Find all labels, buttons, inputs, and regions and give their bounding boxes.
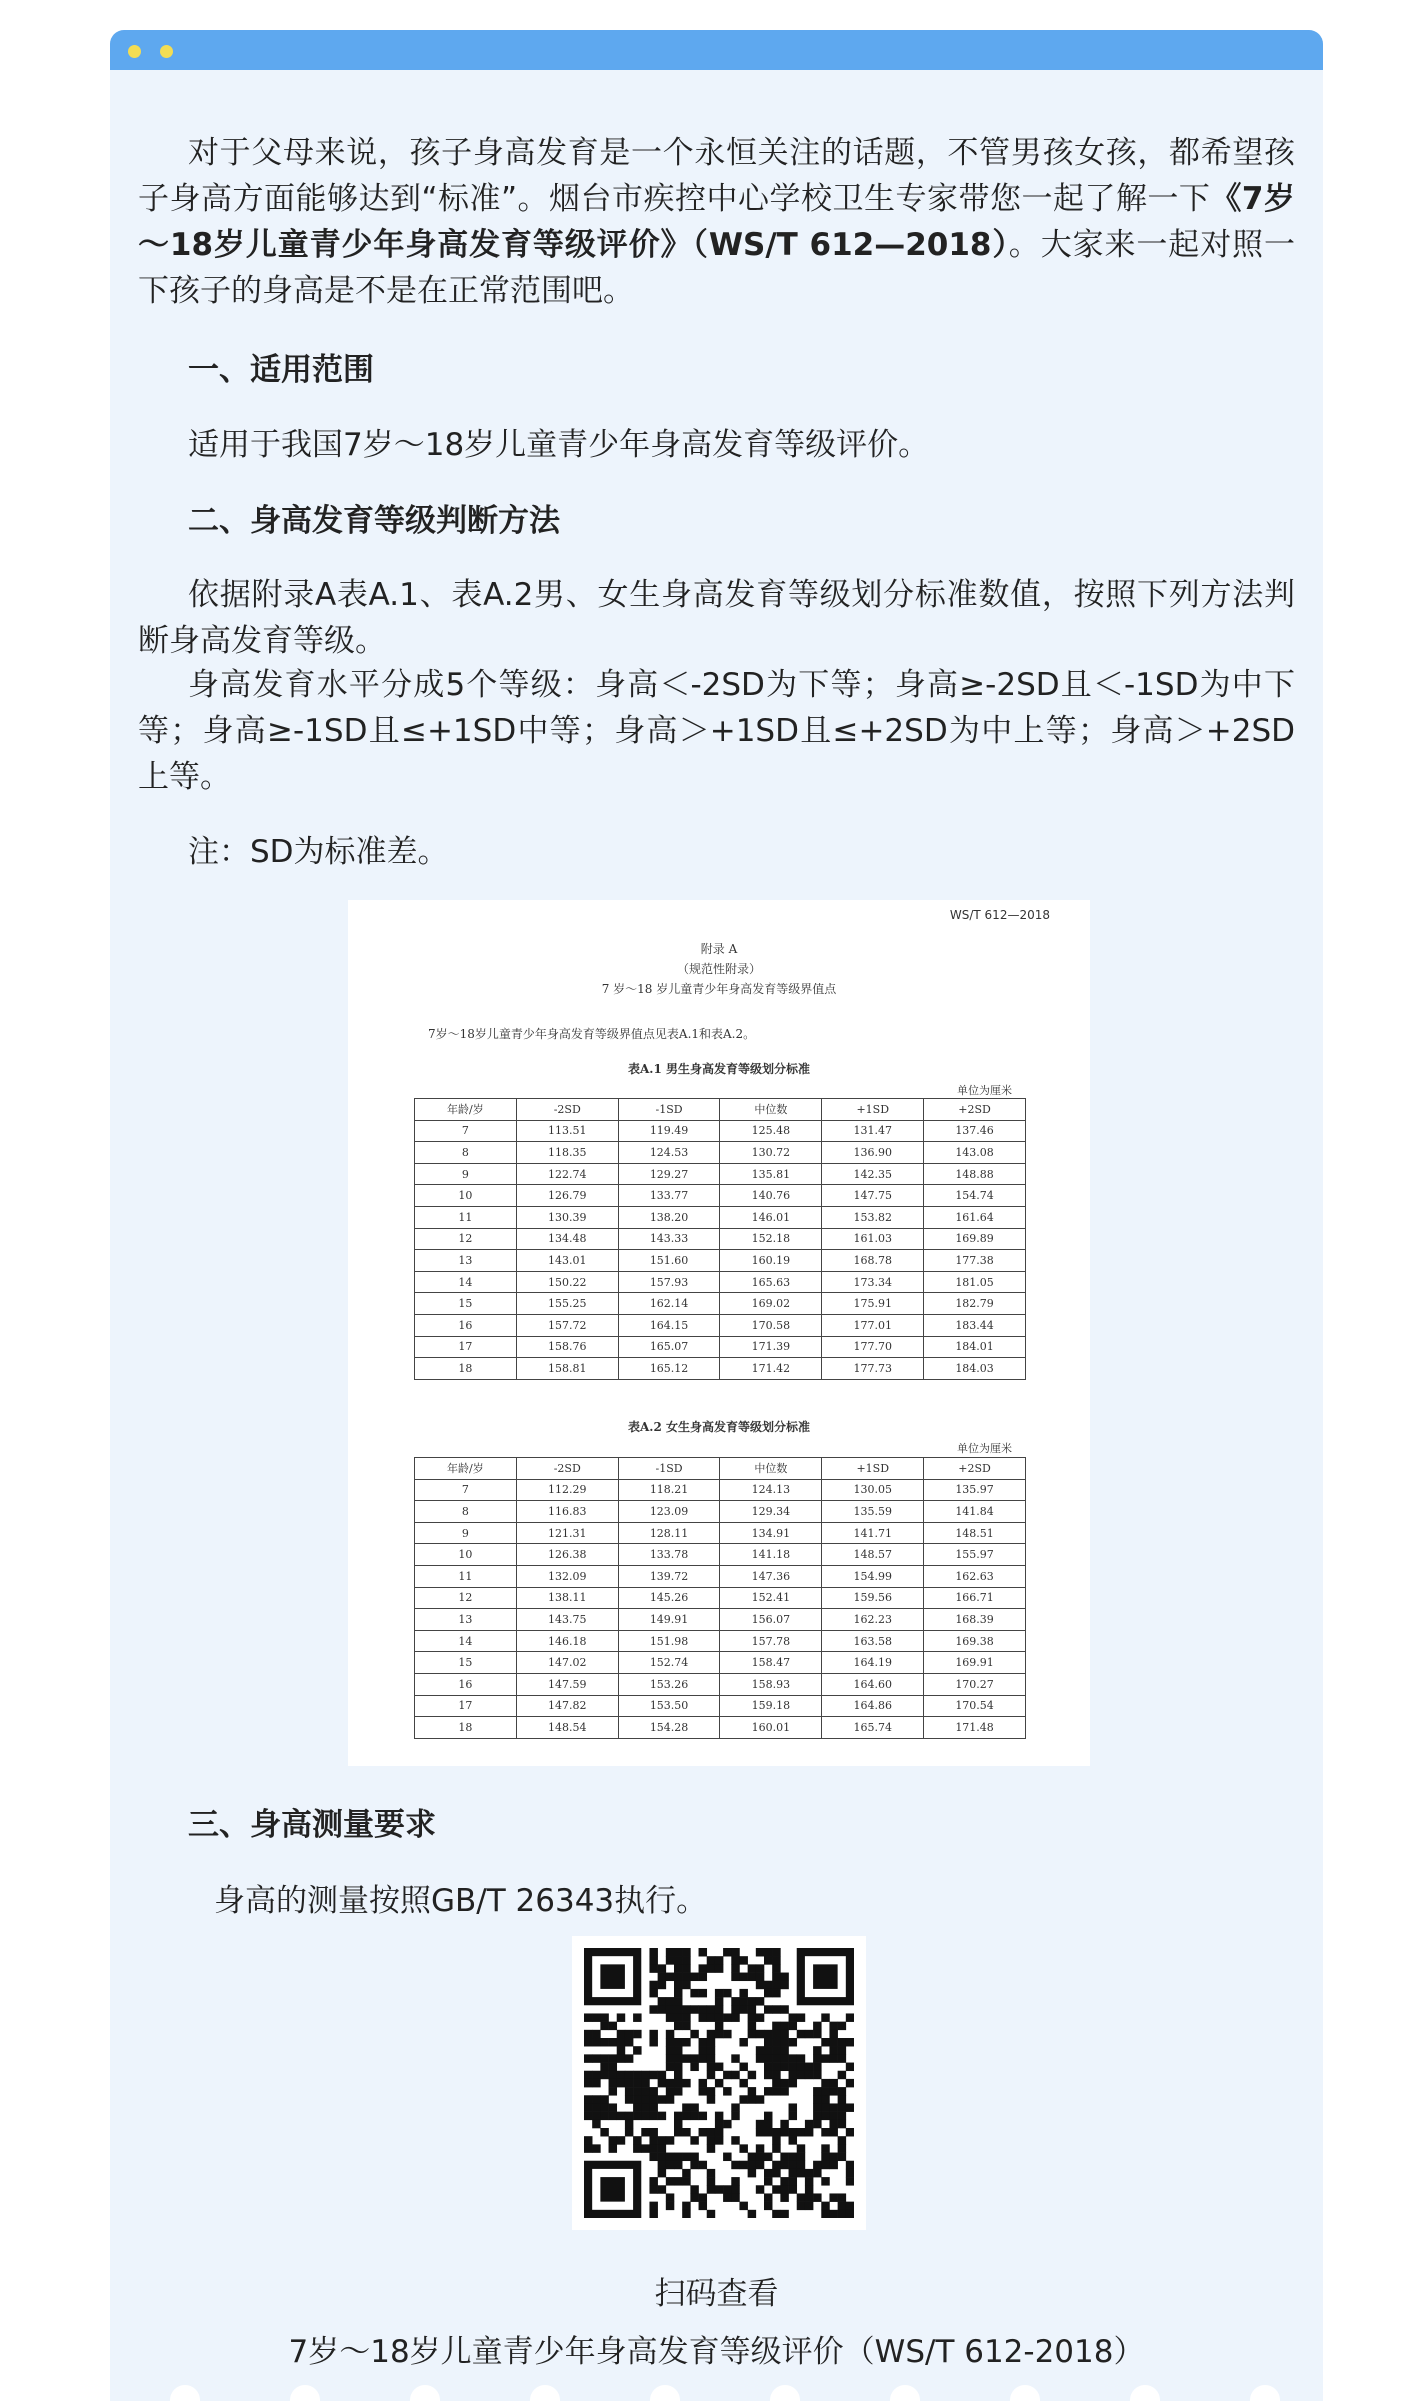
table-cell: 16 xyxy=(415,1314,517,1336)
table-cell: 177.70 xyxy=(822,1336,924,1358)
table-cell: 184.01 xyxy=(924,1336,1026,1358)
table-cell: 10 xyxy=(415,1544,517,1566)
table-cell: 112.29 xyxy=(516,1479,618,1501)
table-cell: 8 xyxy=(415,1142,517,1164)
table-cell: 18 xyxy=(415,1358,517,1380)
table-cell: 18 xyxy=(415,1717,517,1739)
table-cell: 184.03 xyxy=(924,1358,1026,1380)
table-cell: 171.42 xyxy=(720,1358,822,1380)
table-cell: 129.34 xyxy=(720,1501,822,1523)
table-cell: 164.15 xyxy=(618,1314,720,1336)
table-cell: 11 xyxy=(415,1206,517,1228)
table-cell: 10 xyxy=(415,1185,517,1207)
table-cell: 151.60 xyxy=(618,1250,720,1272)
table-cell: 125.48 xyxy=(720,1120,822,1142)
table-cell: 156.07 xyxy=(720,1609,822,1631)
table-cell: 130.72 xyxy=(720,1142,822,1164)
table-cell: 11 xyxy=(415,1565,517,1587)
table-cell: 134.91 xyxy=(720,1522,822,1544)
table-cell: 118.21 xyxy=(618,1479,720,1501)
table-cell: 141.84 xyxy=(924,1501,1026,1523)
table-header-row xyxy=(415,1458,1026,1480)
table-cell: 157.78 xyxy=(720,1630,822,1652)
table-cell: 169.02 xyxy=(720,1293,822,1315)
table-row xyxy=(415,1717,1026,1739)
figure-intro: 7岁～18岁儿童青少年身高发育等级界值点见表A.1和表A.2。 xyxy=(428,1027,756,1041)
method-text: 依据附录A表A.1、表A.2男、女生身高发育等级划分标准数值，按照下列方法判断身高发育等级。 xyxy=(138,577,1295,659)
table-cell: 149.91 xyxy=(618,1609,720,1631)
table-cell: 126.79 xyxy=(516,1185,618,1207)
table-cell: 135.97 xyxy=(924,1479,1026,1501)
table-cell: 177.38 xyxy=(924,1250,1026,1272)
table-cell: 183.44 xyxy=(924,1314,1026,1336)
table2-unit: 单位为厘米 xyxy=(957,1442,1012,1455)
table-cell: 152.18 xyxy=(720,1228,822,1250)
table-cell: 163.58 xyxy=(822,1630,924,1652)
table-cell: 130.05 xyxy=(822,1479,924,1501)
qr-code-icon xyxy=(584,1948,854,2218)
table-cell: 147.75 xyxy=(822,1185,924,1207)
table-row xyxy=(415,1652,1026,1674)
column-header: +2SD xyxy=(924,1458,1026,1480)
table-cell: 164.60 xyxy=(822,1673,924,1695)
table-row xyxy=(415,1250,1026,1272)
table-cell: 164.86 xyxy=(822,1695,924,1717)
table-cell: 170.58 xyxy=(720,1314,822,1336)
standard-title-bold: 《7岁～18岁儿童青少年身高发育等级评价》（WS/T 612—2018） xyxy=(138,181,1295,263)
table-cell: 169.91 xyxy=(924,1652,1026,1674)
table-cell: 153.50 xyxy=(618,1695,720,1717)
table-cell: 138.11 xyxy=(516,1587,618,1609)
table-row xyxy=(415,1185,1026,1207)
column-header: 中位数 xyxy=(720,1099,822,1121)
table-cell: 171.48 xyxy=(924,1717,1026,1739)
table-cell: 123.09 xyxy=(618,1501,720,1523)
scan-label: 扫码查看 xyxy=(654,2276,779,2312)
column-header: -1SD xyxy=(618,1099,720,1121)
table-row xyxy=(415,1293,1026,1315)
table-row xyxy=(415,1609,1026,1631)
decor-dot xyxy=(170,2385,200,2401)
table-cell: 15 xyxy=(415,1652,517,1674)
table-cell: 148.57 xyxy=(822,1544,924,1566)
table-cell: 151.98 xyxy=(618,1630,720,1652)
table-cell: 14 xyxy=(415,1630,517,1652)
table-cell: 139.72 xyxy=(618,1565,720,1587)
table-cell: 158.47 xyxy=(720,1652,822,1674)
table-cell: 143.33 xyxy=(618,1228,720,1250)
table-cell: 15 xyxy=(415,1293,517,1315)
table-cell: 116.83 xyxy=(516,1501,618,1523)
table-cell: 132.09 xyxy=(516,1565,618,1587)
table-cell: 161.64 xyxy=(924,1206,1026,1228)
girls-height-table xyxy=(414,1457,1026,1739)
decor-dot xyxy=(530,2385,560,2401)
table-cell: 171.39 xyxy=(720,1336,822,1358)
table-cell: 158.76 xyxy=(516,1336,618,1358)
table-cell: 143.08 xyxy=(924,1142,1026,1164)
table-cell: 124.53 xyxy=(618,1142,720,1164)
table-cell: 7 xyxy=(415,1120,517,1142)
table-cell: 147.59 xyxy=(516,1673,618,1695)
table-cell: 113.51 xyxy=(516,1120,618,1142)
intro-text: 对于父母来说，孩子身高发育是一个永恒关注的话题，不管男孩女孩，都希望孩子身高方面能够达到“标准”。烟台市疾控中心学校卫生专家带您一起了解一下 xyxy=(138,135,1295,217)
decor-dot xyxy=(410,2385,440,2401)
table-cell: 12 xyxy=(415,1228,517,1250)
qr-code[interactable] xyxy=(572,1936,866,2230)
table-cell: 158.93 xyxy=(720,1673,822,1695)
decor-dot xyxy=(770,2385,800,2401)
table-cell: 14 xyxy=(415,1271,517,1293)
table-row xyxy=(415,1206,1026,1228)
table-row xyxy=(415,1565,1026,1587)
table-header-row xyxy=(415,1099,1026,1121)
figure-title: 7 岁～18 岁儿童青少年身高发育等级界值点 xyxy=(601,982,837,996)
table-cell: 165.07 xyxy=(618,1336,720,1358)
table-cell: 143.01 xyxy=(516,1250,618,1272)
table-cell: 140.76 xyxy=(720,1185,822,1207)
table-cell: 143.75 xyxy=(516,1609,618,1631)
table-cell: 168.39 xyxy=(924,1609,1026,1631)
window-dot-icon xyxy=(128,45,141,58)
table-cell: 121.31 xyxy=(516,1522,618,1544)
table-cell: 157.72 xyxy=(516,1314,618,1336)
table-cell: 169.89 xyxy=(924,1228,1026,1250)
column-header: +2SD xyxy=(924,1099,1026,1121)
table-cell: 165.74 xyxy=(822,1717,924,1739)
section-heading-measurement: 三、身高测量要求 xyxy=(188,1807,436,1843)
table-row xyxy=(415,1314,1026,1336)
table-cell: 170.54 xyxy=(924,1695,1026,1717)
table-cell: 158.81 xyxy=(516,1358,618,1380)
column-header: +1SD xyxy=(822,1458,924,1480)
table-cell: 161.03 xyxy=(822,1228,924,1250)
table-cell: 146.18 xyxy=(516,1630,618,1652)
table-cell: 147.02 xyxy=(516,1652,618,1674)
table-cell: 134.48 xyxy=(516,1228,618,1250)
table-cell: 133.77 xyxy=(618,1185,720,1207)
table-cell: 118.35 xyxy=(516,1142,618,1164)
table-cell: 175.91 xyxy=(822,1293,924,1315)
table-cell: 159.18 xyxy=(720,1695,822,1717)
intro-paragraph xyxy=(138,130,1295,314)
table-cell: 150.22 xyxy=(516,1271,618,1293)
table-cell: 13 xyxy=(415,1250,517,1272)
table-cell: 147.82 xyxy=(516,1695,618,1717)
table-cell: 141.71 xyxy=(822,1522,924,1544)
table-cell: 16 xyxy=(415,1673,517,1695)
window-title-bar xyxy=(110,30,1323,70)
table-row xyxy=(415,1479,1026,1501)
table-row xyxy=(415,1120,1026,1142)
table-row xyxy=(415,1587,1026,1609)
table-cell: 135.59 xyxy=(822,1501,924,1523)
table-cell: 12 xyxy=(415,1587,517,1609)
table-cell: 129.27 xyxy=(618,1163,720,1185)
table-cell: 17 xyxy=(415,1695,517,1717)
table-cell: 122.74 xyxy=(516,1163,618,1185)
table-cell: 9 xyxy=(415,1522,517,1544)
table-cell: 126.38 xyxy=(516,1544,618,1566)
table-cell: 148.51 xyxy=(924,1522,1026,1544)
table-cell: 173.34 xyxy=(822,1271,924,1293)
table-cell: 154.28 xyxy=(618,1717,720,1739)
table-cell: 181.05 xyxy=(924,1271,1026,1293)
table-cell: 169.38 xyxy=(924,1630,1026,1652)
table-cell: 160.19 xyxy=(720,1250,822,1272)
table-cell: 147.36 xyxy=(720,1565,822,1587)
column-header: -1SD xyxy=(618,1458,720,1480)
table1-caption: 表A.1 男生身高发育等级划分标准 xyxy=(627,1062,811,1076)
column-header: +1SD xyxy=(822,1099,924,1121)
table-cell: 153.26 xyxy=(618,1673,720,1695)
table-cell: 8 xyxy=(415,1501,517,1523)
table-cell: 159.56 xyxy=(822,1587,924,1609)
table-cell: 133.78 xyxy=(618,1544,720,1566)
table-cell: 162.63 xyxy=(924,1565,1026,1587)
table-row xyxy=(415,1336,1026,1358)
table-cell: 170.27 xyxy=(924,1673,1026,1695)
table-cell: 153.82 xyxy=(822,1206,924,1228)
intro-text-end: 。大家来一起对照一下孩子的身高是不是在正常范围吧。 xyxy=(138,227,1295,309)
decor-dot xyxy=(890,2385,920,2401)
table-row xyxy=(415,1522,1026,1544)
table-cell: 135.81 xyxy=(720,1163,822,1185)
table-cell: 157.93 xyxy=(618,1271,720,1293)
table-cell: 17 xyxy=(415,1336,517,1358)
table-cell: 164.19 xyxy=(822,1652,924,1674)
table-cell: 138.20 xyxy=(618,1206,720,1228)
table-cell: 142.35 xyxy=(822,1163,924,1185)
decor-dot xyxy=(1130,2385,1160,2401)
decor-dot xyxy=(290,2385,320,2401)
standard-link-title[interactable]: 7岁～18岁儿童青少年身高发育等级评价（WS/T 612-2018） xyxy=(288,2334,1145,2370)
section-heading-method: 二、身高发育等级判断方法 xyxy=(188,503,560,539)
table-cell: 136.90 xyxy=(822,1142,924,1164)
column-header: 中位数 xyxy=(720,1458,822,1480)
table-cell: 7 xyxy=(415,1479,517,1501)
table-cell: 168.78 xyxy=(822,1250,924,1272)
section-heading-scope: 一、适用范围 xyxy=(188,352,374,388)
grade-levels-text: 身高发育水平分成5个等级：身高＜-2SD为下等；身高≥-2SD且＜-1SD为中下等；身高≥-1SD且≤+1SD中等；身高＞+1SD且≤+2SD为中上等；身高＞+2SD上等。 xyxy=(138,667,1295,795)
table-cell: 152.74 xyxy=(618,1652,720,1674)
table-cell: 154.74 xyxy=(924,1185,1026,1207)
table-cell: 152.41 xyxy=(720,1587,822,1609)
table-cell: 177.73 xyxy=(822,1358,924,1380)
table2-caption: 表A.2 女生身高发育等级划分标准 xyxy=(627,1420,811,1434)
window-dot-icon xyxy=(160,45,173,58)
decor-dot xyxy=(1250,2385,1280,2401)
table-row xyxy=(415,1271,1026,1293)
table-cell: 148.54 xyxy=(516,1717,618,1739)
table-cell: 182.79 xyxy=(924,1293,1026,1315)
table-cell: 131.47 xyxy=(822,1120,924,1142)
table-cell: 128.11 xyxy=(618,1522,720,1544)
table-cell: 146.01 xyxy=(720,1206,822,1228)
column-header: -2SD xyxy=(516,1458,618,1480)
table-cell: 145.26 xyxy=(618,1587,720,1609)
table-cell: 162.14 xyxy=(618,1293,720,1315)
table-cell: 119.49 xyxy=(618,1120,720,1142)
table1-unit: 单位为厘米 xyxy=(957,1084,1012,1097)
table-cell: 155.25 xyxy=(516,1293,618,1315)
table-row xyxy=(415,1358,1026,1380)
table-cell: 165.63 xyxy=(720,1271,822,1293)
column-header: 年龄/岁 xyxy=(415,1458,517,1480)
table-cell: 124.13 xyxy=(720,1479,822,1501)
table-row xyxy=(415,1673,1026,1695)
decor-dot xyxy=(650,2385,680,2401)
figure-appendix-label: 附录 A xyxy=(700,942,738,956)
table-row xyxy=(415,1142,1026,1164)
article-card xyxy=(110,30,1323,2401)
figure-normative-label: （规范性附录） xyxy=(676,962,761,976)
table-row xyxy=(415,1630,1026,1652)
table-cell: 162.23 xyxy=(822,1609,924,1631)
table-cell: 13 xyxy=(415,1609,517,1631)
table-cell: 155.97 xyxy=(924,1544,1026,1566)
boys-height-table xyxy=(414,1098,1026,1380)
table-cell: 141.18 xyxy=(720,1544,822,1566)
table-row xyxy=(415,1163,1026,1185)
table-row xyxy=(415,1501,1026,1523)
table-row xyxy=(415,1695,1026,1717)
table-cell: 165.12 xyxy=(618,1358,720,1380)
table-cell: 9 xyxy=(415,1163,517,1185)
table-row xyxy=(415,1544,1026,1566)
table-cell: 160.01 xyxy=(720,1717,822,1739)
column-header: 年龄/岁 xyxy=(415,1099,517,1121)
measurement-text: 身高的测量按照GB/T 26343执行。 xyxy=(214,1883,708,1919)
figure-standard-code: WS/T 612—2018 xyxy=(949,908,1050,922)
table-cell: 137.46 xyxy=(924,1120,1026,1142)
appendix-figure xyxy=(348,900,1090,1766)
scope-text: 适用于我国7岁～18岁儿童青少年身高发育等级评价。 xyxy=(188,427,930,463)
decor-dot xyxy=(1010,2385,1040,2401)
note-text: 注：SD为标准差。 xyxy=(188,834,449,870)
table-cell: 148.88 xyxy=(924,1163,1026,1185)
column-header: -2SD xyxy=(516,1099,618,1121)
table-cell: 166.71 xyxy=(924,1587,1026,1609)
table-cell: 154.99 xyxy=(822,1565,924,1587)
table-cell: 130.39 xyxy=(516,1206,618,1228)
table-row xyxy=(415,1228,1026,1250)
table-cell: 177.01 xyxy=(822,1314,924,1336)
